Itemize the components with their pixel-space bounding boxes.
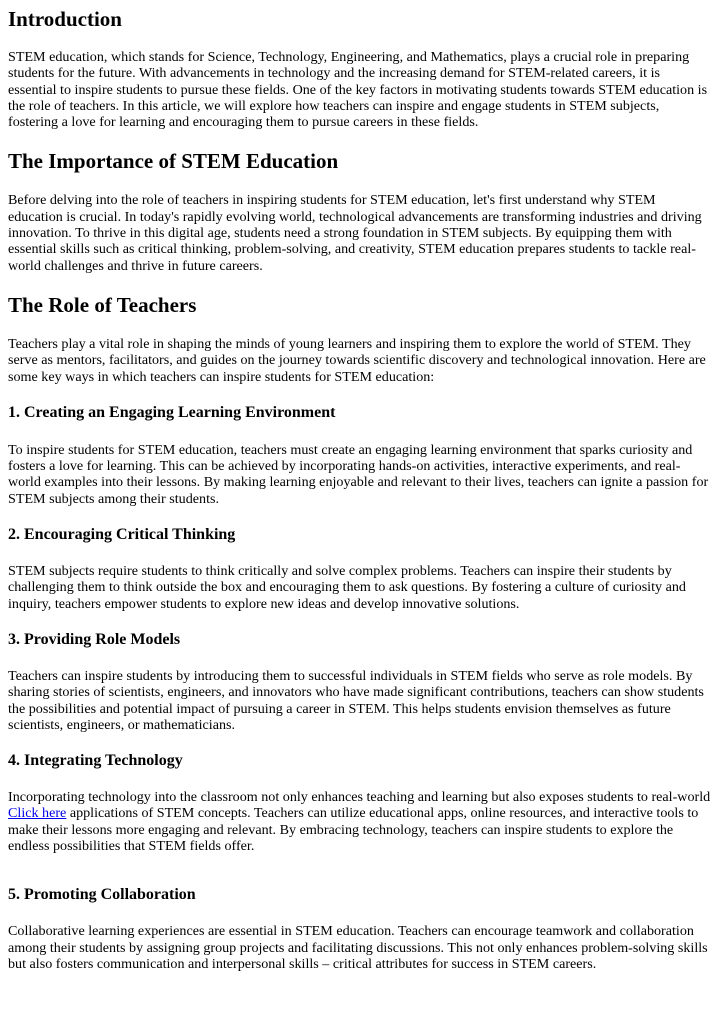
paragraph-critical-thinking: STEM subjects require students to think critically and solve complex problems. Teachers can inspire their students by challenging them to think outside the box and encouraging them to ask questions. By fostering a culture of curiosity and inquiry, teachers empower students to explore new ideas and develop innovative solutions.: [8, 563, 686, 612]
paragraph-introduction: STEM education, which stands for Science, Technology, Engineering, and Mathematics, plays a crucial role in preparing students for the future. With advancements in technology and the increasing demand for STEM-related careers, it is essential to inspire students to pursue these fields. One of the key factors in motivating students towards STEM education is the role of teachers. In this article, we will explore how teachers can inspire and engage students in STEM subjects, fostering a love for learning and encouraging them to pursue careers in these fields.: [8, 49, 708, 131]
heading-role-models: 3. Providing Role Models: [8, 630, 181, 648]
heading-critical-thinking: 2. Encouraging Critical Thinking: [8, 526, 236, 544]
click-here-link[interactable]: Click here: [8, 805, 67, 822]
heading-engaging-environment: 1. Creating an Engaging Learning Environment: [8, 403, 336, 421]
paragraph-role-of-teachers: Teachers play a vital role in shaping the minds of young learners and inspiring them to explore the world of STEM. They serve as mentors, facilitators, and guides on the journey towards scientific discovery and technological innovation. Here are some key ways in which teachers can inspire students for STEM education:: [8, 335, 706, 385]
heading-importance-of-stem: The Importance of STEM Education: [8, 149, 339, 174]
paragraph-importance-of-stem: Before delving into the role of teachers in inspiring students for STEM education, let's first understand why STEM education is crucial. In today's rapidly evolving world, technological advancements are transforming industries and driving innovation. To thrive in this digital age, students need a strong foundation in STEM subjects. By equipping them with essential skills such as critical thinking, problem-solving, and creativity, STEM education prepares students to tackle real-world challenges and thrive in future careers.: [8, 192, 702, 274]
heading-integrating-technology: 4. Integrating Technology: [8, 752, 183, 770]
paragraph-integrating-technology: [8, 789, 712, 854]
heading-introduction: Introduction: [8, 7, 122, 31]
heading-role-of-teachers: The Role of Teachers: [8, 292, 197, 317]
article: [0, 7, 720, 972]
paragraph-engaging-environment: To inspire students for STEM education, teachers must create an engaging learning environment that sparks curiosity and fosters a love for learning. This can be achieved by incorporating hands-on activities, interactive experiments, and real-world examples into their lessons. By making learning enjoyable and relevant to their lives, teachers can ignite a passion for STEM subjects among their students.: [8, 441, 709, 507]
paragraph-role-models: Teachers can inspire students by introducing them to successful individuals in STEM fields who serve as role models. By sharing stories of scientists, engineers, and innovators who have made significant contributions, teachers can show students the possibilities and potential impact of pursuing a career in STEM. This helps students envision themselves as future scientists, engineers, or mathematicians.: [8, 667, 704, 733]
paragraph-text-before-link: Incorporating technology into the classroom not only enhances teaching and learning but also exposes students to real-world: [8, 789, 711, 806]
heading-promoting-collaboration: 5. Promoting Collaboration: [8, 886, 196, 904]
paragraph-text-after-link: applications of STEM concepts. Teachers can utilize educational apps, online resources, and interactive tools to make their lessons more engaging and relevant. By embracing technology, teachers can inspire students to explore the endless possibilities that STEM fields offer.: [8, 805, 699, 855]
paragraph-promoting-collaboration: Collaborative learning experiences are essential in STEM education. Teachers can encourage teamwork and collaboration among their students by assigning group projects and facilitating discussions. This not only enhances problem-solving skills but also fosters communication and interpersonal skills – critical attributes for success in STEM careers.: [8, 923, 708, 972]
